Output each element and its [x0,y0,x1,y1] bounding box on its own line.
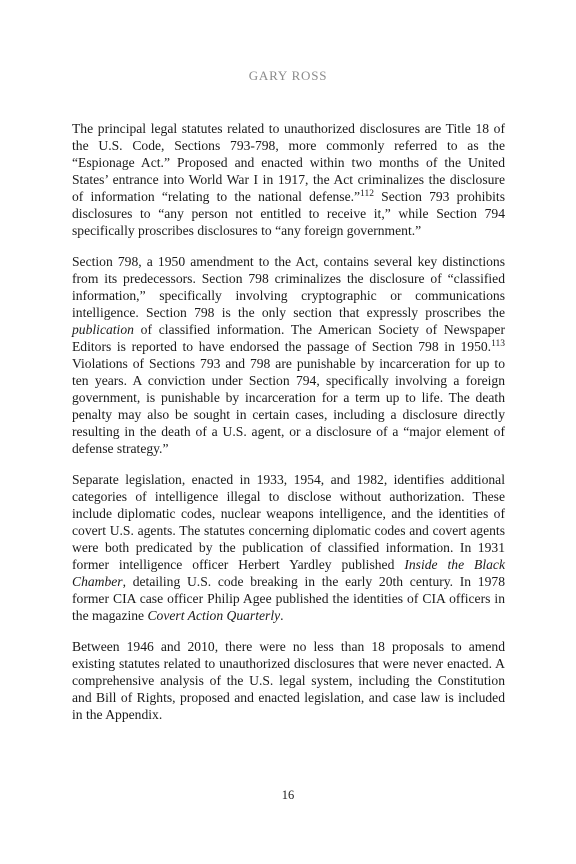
footnote-ref-112[interactable]: 112 [360,189,374,199]
paragraph-3 [72,471,505,624]
footnote-ref-113[interactable]: 113 [491,339,505,349]
body-text [72,120,505,737]
paragraph-4 [72,638,505,723]
magazine-title-covert-action-quarterly: Covert Action Quarterly [147,608,281,623]
paragraph-2-emphasis: publication [72,322,134,337]
paragraph-2-text-a: Section 798, a 1950 amendment to the Act, contains several key distinctions from its predecessors. Section 798 criminalizes the disclosure of “classified information,” specifically involving cryptographic or communications intelligence. Section 798 is the only section that expressly proscribes the [72,254,505,320]
paragraph-1-text-b: Section 793 prohibits disclosures to “any person not entitled to receive it,” while Section 794 specifically proscribes disclosures to “any foreign government.” [72,189,505,238]
paragraph-2-text-b: of classified information. The American Society of Newspaper Editors is reported to have endorsed the passage of Section 798 in 1950. [72,322,505,354]
paragraph-3-text-a: Separate legislation, enacted in 1933, 1954, and 1982, identifies additional categories of intelligence illegal to disclose without authorization. These include diplomatic codes, nuclear weapons intelligence, and the identities of covert U.S. agents. The statutes concerning diplomatic codes and covert agents were both predicated by the publication of classified information. In 1931 former intelligence officer Herbert Yardley published [72,472,505,572]
paragraph-2 [72,253,505,457]
paragraph-1-text-a: The principal legal statutes related to unauthorized disclosures are Title 18 of the U.S. Code, Sections 793-798, more commonly referred to as the “Espionage Act.” Proposed and enacted within two months of the United States’ entrance into World War I in 1917, the Act criminalizes the disclosure of information “relating to the national defense.” [72,121,505,204]
running-head: GARY ROSS [248,68,328,83]
book-title-inside-the-black-chamber: Inside the Black Chamber [72,557,505,589]
paragraph-3-text-c: . [280,608,284,623]
paragraph-4-text: Between 1946 and 2010, there were no less than 18 proposals to amend existing statutes related to unauthorized disclosures that were never enacted. A comprehensive analysis of the U.S. legal system, including the Constitution and Bill of Rights, proposed and enacted legislation, and case law is included in the Appendix. [72,639,505,722]
paragraph-1 [72,120,505,239]
paragraph-3-text-b: , detailing U.S. code breaking in the early 20th century. In 1978 former CIA case officer Philip Agee published the identities of CIA officers in the magazine [72,574,505,623]
page-number: 16 [281,788,295,802]
paragraph-2-text-c: Violations of Sections 793 and 798 are punishable by incarceration for up to ten years. A conviction under Section 794, specifically involving a foreign government, is punishable by incarceration for a term up to life. The death penalty may also be sought in certain cases, including a disclosure directly resulting in the death of a U.S. agent, or a disclosure of a “major element of defense strategy.” [72,356,505,456]
